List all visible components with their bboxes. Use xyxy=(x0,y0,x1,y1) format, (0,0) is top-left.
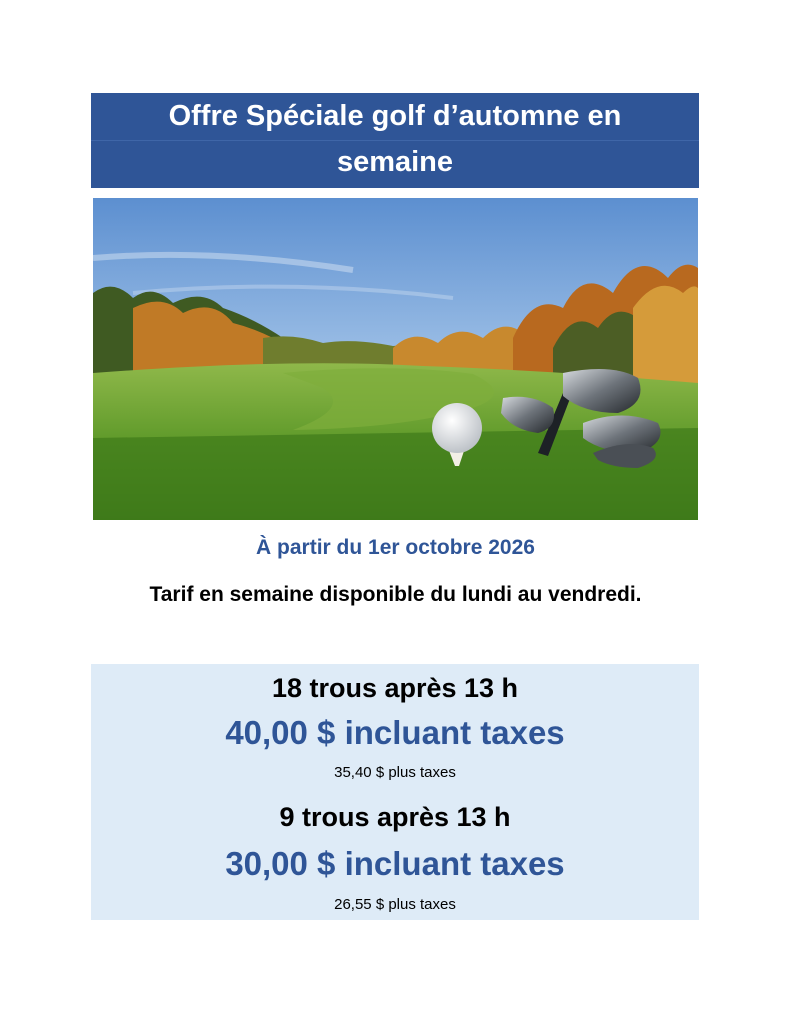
offer-note-9: 26,55 $ plus taxes xyxy=(334,896,456,913)
pricing-panel xyxy=(91,664,699,920)
offer-holes-9: 9 trous après 13 h xyxy=(279,802,511,832)
title-line-1: Offre Spéciale golf d’automne en xyxy=(168,100,622,132)
golf-course-photo xyxy=(93,198,698,520)
offer-price-18: 40,00 $ incluant taxes xyxy=(225,714,565,751)
title-line-2: semaine xyxy=(336,146,454,178)
offer-holes-18: 18 trous après 13 h xyxy=(271,673,519,703)
availability-text: Tarif en semaine disponible du lundi au vendredi. xyxy=(149,583,642,606)
offer-note-18: 35,40 $ plus taxes xyxy=(334,764,456,781)
title-divider xyxy=(91,140,699,141)
title-banner xyxy=(91,93,699,188)
start-date: À partir du 1er octobre 2026 xyxy=(256,536,535,559)
offer-price-9: 30,00 $ incluant taxes xyxy=(225,845,565,882)
